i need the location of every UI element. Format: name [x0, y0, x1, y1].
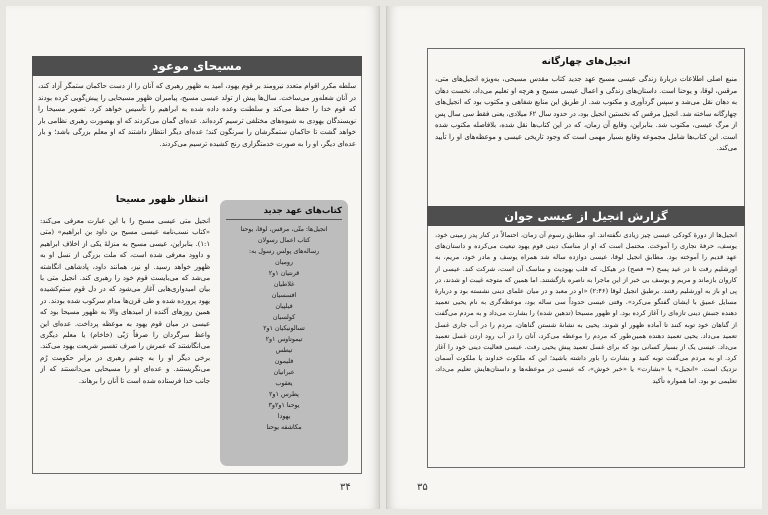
- left-page: [6, 6, 380, 509]
- list-item: رومیان: [275, 259, 293, 266]
- list-item: تیطس: [275, 347, 293, 354]
- right-subheading: انجیل‌های چهارگانه: [541, 56, 631, 67]
- left-intro-paragraph: سلطه مکرر اقوام متعدد نیرومند بر قوم یهود، امید به ظهور رهبری که آنان را از دست حاکمان ستمگر آزاد کند، در آنان شعله‌ور می‌ساخت. سال‌ها پیش از تولد عیسی مسیح، پیامبران ظهور مسیحایی را پیش‌گویی کرده بودند که قوم خدا را حفظ می‌کند و سلطنت وعده داده شده به ابراهیم را تأسیس خواهد کرد. تصویر مسیحا را نویسندگان یهودی به شیوه‌های مختلفی ترسیم کرده‌اند. عده‌ای گمان می‌کردند که او بهصورت رهبری نظامی بار خواهد گشت تا حاکمان ستمگرشان را سرنگون کند؛ عده‌ای دیگر انتظار داشتند که او معلم بزرگی باشد؛ و بار عده‌ای دیگر، او را به صورت خدمتگزاری رنج کشیده ترسیم می‌کردند.: [38, 82, 356, 148]
- list-item: یعقوب: [275, 380, 293, 387]
- list-item: یهودا: [277, 413, 291, 420]
- left-main-paragraph: انجیل متی عیسی مسیح را با این عبارت معرفی می‌کند: «کتاب نسب‌نامه عیسی مسیح بن داود بن ابراهیم» (متی ۱:۱). بنابراین، عیسی مسیح به منزلهٔ یکی از اخلاف ابراهیم و داوود معرفی شده است، که ملت بزرگی از نسل او به ظهور خواهد رسید. او نیز، همانند داود، پادشاهی انگاشته می‌شد که می‌بایست قوم خود را رهبری کند. انجیل متی با بیان امیدواری‌هایی آغاز می‌شود که در دل قوم ستم‌کشیده یهود پرورده شده و طی قرن‌ها مدام سرکوب شده بودند. در همین روزهای آکنده از امیدهای والا به ظهور مسیحا بود که عیسی در میان قوم یهود به موعظه پرداخت. عده‌ای این واعظ سرگردان را صرفاً رَبّی (خاخام) یا معلم دیگری می‌انگاشتند که عمرش را صرف تفسیر شریعت یهود می‌کند. برخی دیگر او را به چشم رهبری در برابر حکومت رُم می‌نگریستند. و عده‌ای او را مسیحایی می‌دانستند که از جانب خدا فرستاده شده است تا آنان را برهاند.: [40, 217, 210, 385]
- list-item: کولسیان: [272, 314, 296, 321]
- left-subheading: انتظار ظهور مسیحا: [115, 194, 208, 205]
- list-item: مکاشفه یوحنا: [266, 424, 302, 431]
- list-item: انجیل‌ها: متّی، مرقس، لوقا، یوحنا: [240, 226, 328, 233]
- left-page-title: مسیحای موعود: [32, 56, 362, 76]
- list-item: فلیمون: [274, 358, 294, 365]
- list-item: غلاطیان: [273, 281, 295, 288]
- list-item: فیلپیان: [275, 303, 293, 310]
- list-item: افسسیان: [271, 292, 297, 299]
- page-number-left: ۳۴: [340, 482, 351, 493]
- list-item: یوحنا ۱و۲و۳: [268, 402, 300, 409]
- list-item: کتاب اعمال رسولان: [257, 237, 311, 244]
- right-main-paragraph: انجیل‌ها از دورهٔ کودکی عیسی چیز زیادی نگفته‌اند. او، مطابق رسوم آن زمان، احتمالاً در کنار پدر زمینی خود، یوسف، حرفهٔ نجاری را آموخت. محتمل است که او از مناسک دینی قوم یهود تبعیت می‌کرده و داستان‌های عهد قدیم را آموخته بود. مطابق انجیل لوقا، عیسی دوازده ساله شد همراه یوسف و مادر خود، مریم، به اورشلیم رفت تا در عید پسح (= فصح) در هیکل، که قلب یهودیت و مناسک آن است، شرکت کند. عیسی از کاروان بازماند و مریم و یوسف بی خبر از این ماجرا به ناصره بازگشتند. اما همین که متوجه غیبت او شدند، در پی او باز به اورشلیم رفتند. برطبق انجیل لوقا (۲:۴۶) «او در معبد و در میان علمای دینی نشسته بود و دربارهٔ مسایل عمیق با ایشان گفتگو می‌کرد». وقتی عیسی حدوداً سی ساله بود، موعظه‌گری به نام یحیی تعمید دهنده جنبش دینی تازه‌ای را آغاز کرده بود. او ظهور مسیحا (تدهین شده) را بشارت می‌داد و به مردم می‌گفت از گناهان خود توبه کنند تا آماده ظهور او شوند. یحیی به نشانهٔ شستن گناهان، مردم را در آب جاری غسل تعمید می‌داد. یحیی تعمید دهنده همین‌طور که مردم را موعظه می‌کرد، آنان را در آب رود اردن غسل تعمید می‌داد. عیسی یک از بسیار کسانی بود که برای غسل تعمید پیش یحیی رفت. عیسی فعالیت دینی خود را آغاز کرد. او به مردم می‌گفت توبه کنید و بشارت را باور داشته باشید؛ این که ملکوت خداوند یا ملکوت آسمان نزدیک است. «انجیل» یا «بشارت» یا «خبر خوش»، که عیسی در موعظه‌ها و داستان‌هایش تعلیم می‌داد، تعلیمی نو بود. اما همواره تأکید: [435, 231, 737, 385]
- list-item: قرنتیان ۱و۲: [268, 270, 300, 277]
- new-testament-books-sidebar: [220, 200, 348, 466]
- page-number-right: ۳۵: [417, 482, 428, 493]
- gospels-paragraph: منبع اصلی اطلاعات دربارهٔ زندگی عیسی مسیح عهد جدید کتاب مقدس مسیحی، به‌ویژه انجیل‌های متی، مرقس، لوقا، و یوحنا است. داستان‌های زندگی و اعمال عیسی مسیح و هرچه او تعلیم می‌داد، نخست دهان به دهان نقل می‌شد و سپس گردآوری و مکتوب شد. از طریق این منابع شفاهی و مکتوب بود که انجیل‌های چهارگانه ساخته شد. انجیل مرقس که نخستین انجیل بود، در حدود سال ۶۲ میلادی، یعنی فقط سی سال پس از مرگ عیسی، مکتوب شد. بنابراین، وقایع آن زمان، که در این کتاب‌ها نقل شده، بلافاصله مکتوب شده است. این کتاب‌ها شامل مجموعه وقایع بسیار مهمی است که وجود تاریخی عیسی و موعظه‌های او را تأیید می‌کند.: [435, 75, 737, 152]
- sidebar-title: کتاب‌های عهد جدید: [226, 206, 342, 220]
- list-item: تیموتاوس ۱و۲: [265, 336, 303, 343]
- list-item: رساله‌های پولس رسول به:: [248, 248, 320, 255]
- right-page: [386, 6, 762, 509]
- list-item: تسالونیکیان ۱و۲: [263, 325, 305, 332]
- right-page-title: گزارش انجیل از عیسی جوان: [427, 206, 745, 226]
- list-item: پطرس ۱و۲: [269, 391, 299, 398]
- list-item: عبرانیان: [273, 369, 295, 376]
- sidebar-book-list: [226, 224, 342, 433]
